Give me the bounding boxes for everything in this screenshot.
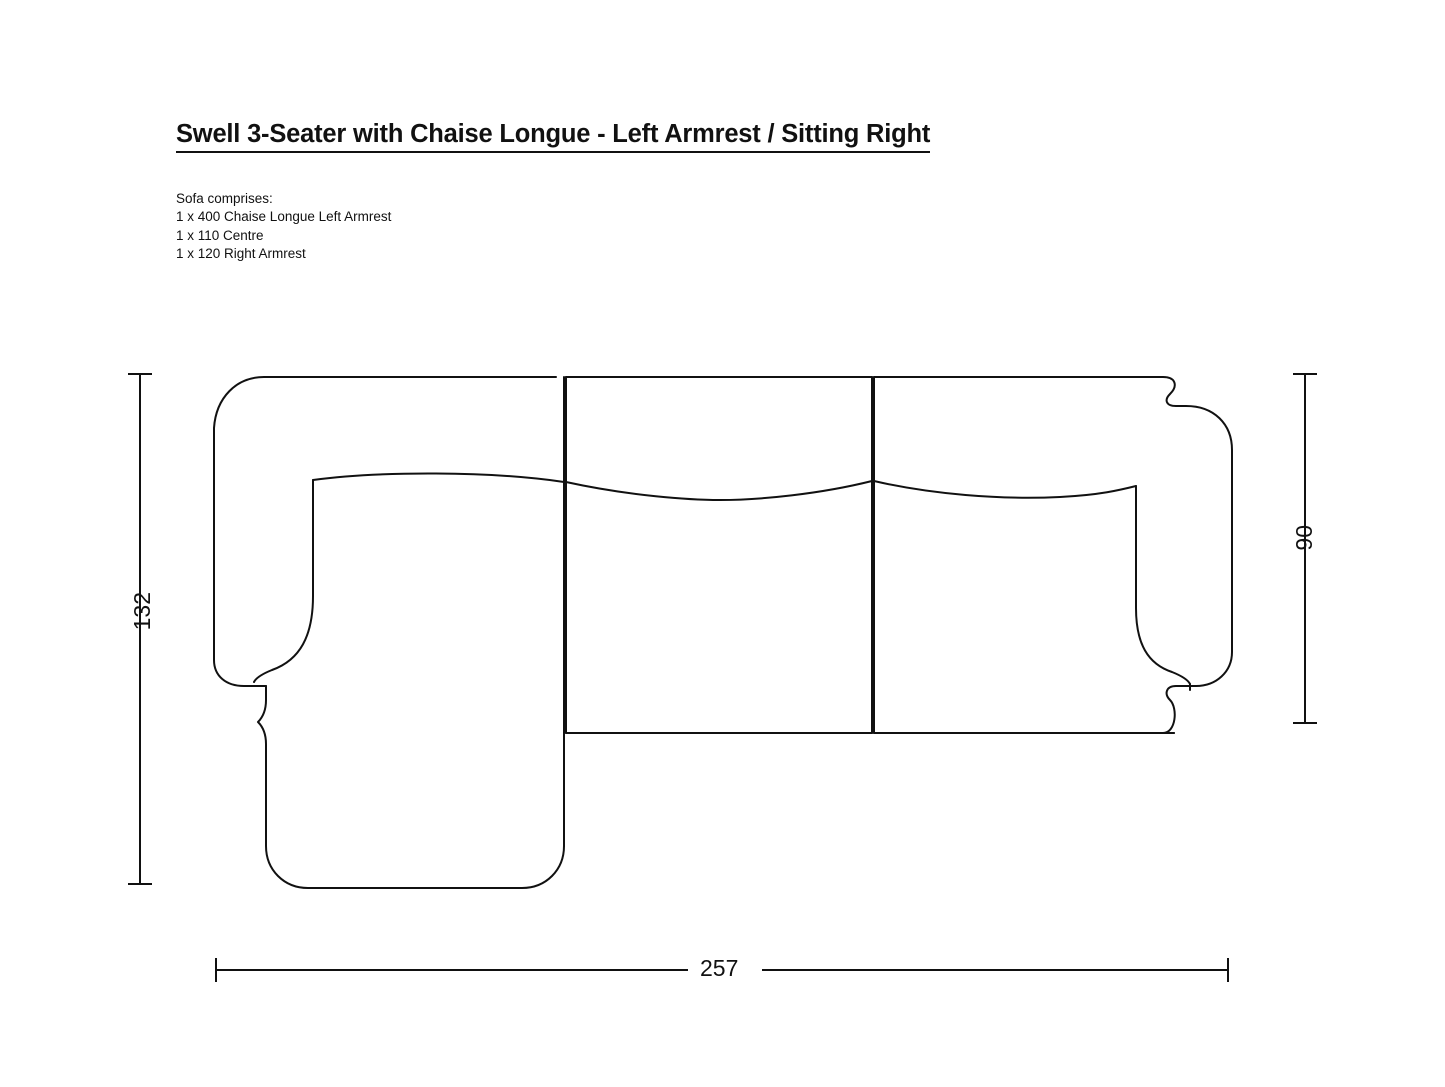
page-title: Swell 3-Seater with Chaise Longue - Left Armrest / Sitting Right [176,120,930,153]
comprises-item-1: 1 x 400 Chaise Longue Left Armrest [176,209,392,225]
dimension-label-width: 257 [700,955,739,981]
dimension-label-height-left: 132 [129,592,155,631]
dimension-label-height-right: 90 [1291,525,1317,551]
sofa-outline [214,377,1232,888]
comprises-item-2: 1 x 110 Centre [176,227,264,243]
comprises-item-3: 1 x 120 Right Armrest [176,245,306,261]
comprises-heading: Sofa comprises: [176,191,273,206]
